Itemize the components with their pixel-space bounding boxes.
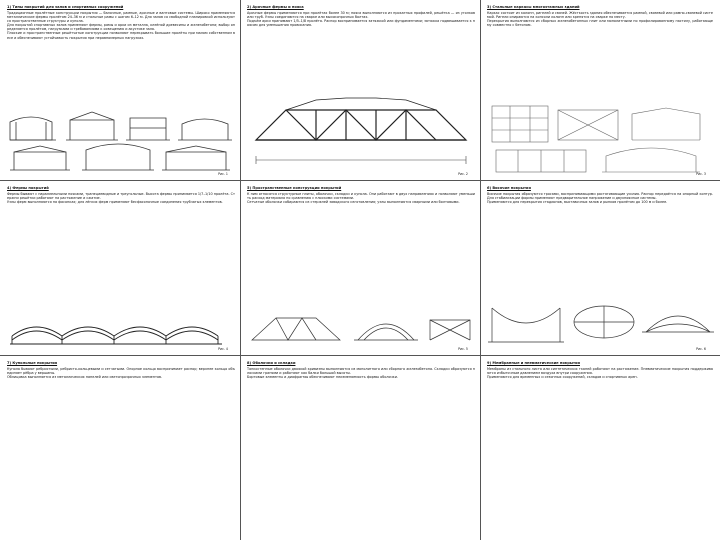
section-4 — [4, 183, 238, 291]
paragraph: Подъём арки принимают 1/5–1/8 пролёта. Распор воспринимается затяжкой или фундаментами; затяжка подвешивается к поясам для уменьшения провисания. — [247, 18, 475, 28]
figure-label: Рис. 4 — [218, 347, 228, 351]
paragraph: Арочные фермы применяются при пролётах более 30 м; пояса выполняются из прокатных профилей, решётка — из уголков или труб. Узлы соединяются на сварке или высокопрочных болтах. — [247, 10, 475, 19]
section-2 — [244, 2, 478, 62]
section-title: 1) Типы покрытий для залов и спортивных сооружений — [7, 5, 124, 9]
section-title: 6) Висячие покрытия — [487, 186, 531, 190]
section-title: 4) Фермы покрытий — [7, 186, 49, 190]
paragraph: Тонкостенные оболочки двоякой кривизны выполняются из монолитного или сборного железобетона. Складки образуются плоскими гранями и работают как балки большой высоты. — [247, 366, 475, 375]
section-title: 5) Пространственные конструкции покрытий — [247, 186, 342, 190]
paragraph: Фермы бывают с параллельными поясами, трапециевидные и треугольные. Высота фермы принимается 1/7–1/10 пролёта. Стержни решётки работают на растяжение и сжатие. — [7, 191, 235, 200]
section-3 — [484, 2, 716, 94]
section-5 — [244, 183, 478, 298]
column-divider — [480, 0, 481, 540]
figure-label: Рис. 5 — [458, 347, 468, 351]
paragraph: Висячие покрытия образуются тросами, воспринимающими растягивающие усилия. Распор передаётся на опорный контур. Для стабилизации формы применяют предварительное напряжение и двухпоясные системы. — [487, 191, 713, 200]
space-frames-drawing — [246, 300, 476, 352]
section-1 — [4, 2, 238, 106]
figure-suspended-roofs — [486, 288, 714, 352]
section-9 — [484, 358, 716, 538]
figure-label: Рис. 2 — [458, 172, 468, 176]
figure-building-sections — [6, 108, 234, 178]
section-text — [487, 192, 713, 204]
paragraph: Бортовые элементы и диафрагмы обеспечивают неизменяемость формы оболочки. — [247, 374, 398, 379]
section-8 — [244, 358, 478, 538]
figure-arched-roof — [6, 296, 234, 352]
paragraph: Узлы ферм выполняются на фасонках; для лёгких ферм применяют бесфасоночные соединения трубчатых элементов. — [7, 199, 223, 204]
paragraph: Облицовка выполняется из металлических панелей или светопрозрачных элементов. — [7, 374, 163, 379]
suspended-roofs-drawing — [486, 288, 714, 352]
paragraph: Сетчатые оболочки собираются из стержней заводского изготовления; узлы выполняются сварными или болтовыми. — [247, 199, 460, 204]
building-sections-drawing — [6, 108, 234, 178]
section-text — [7, 367, 235, 379]
section-7 — [4, 358, 238, 538]
figure-label: Рис. 1 — [218, 172, 228, 176]
row-divider — [0, 180, 720, 181]
figure-label: Рис. 3 — [696, 172, 706, 176]
section-text — [247, 367, 475, 379]
figure-label: Рис. 6 — [696, 347, 706, 351]
frame-sketches-drawing — [486, 100, 714, 178]
figure-frame-sketches — [486, 100, 714, 178]
section-title: 9) Мембранные и пневматические покрытия — [487, 361, 580, 365]
section-text — [487, 11, 713, 28]
section-text — [247, 11, 475, 28]
section-title: 7) Купольные покрытия — [7, 361, 58, 365]
paragraph: Купола бывают ребристыми, ребристо-кольцевыми и сетчатыми. Опорное кольцо воспринимает распор; верхнее кольцо объединяет рёбра у вершины. — [7, 366, 235, 375]
section-text — [247, 192, 475, 204]
paragraph: Плоские и пространственные решётчатые конструкции позволяют перекрывать большие пролёты при малом собственном весе и обеспечивают устойчивость покрытия при неравномерных нагрузках. — [7, 31, 235, 40]
truss-drawing — [246, 70, 476, 176]
paragraph: Мембраны из стального листа или синтетических тканей работают на растяжение. Пневматические покрытия поддерживаются избыточным давлением воздуха внутри сооружения. — [487, 366, 713, 375]
paragraph: Применяются для временных и сезонных сооружений, складов и спортивных арен. — [487, 374, 638, 379]
figure-space-frames — [246, 300, 476, 352]
section-title: 2) Арочные фермы и пояса — [247, 5, 304, 9]
paragraph: Традиционные пролётные конструкции покрытия — балочные, рамные, арочные и вантовые системы. Широко применяются металлические фермы пролётом 24–36 м и стальные рамы с шагом 6–12 м. Для залов со свободной планировкой используются пространственные структуры и купола. — [7, 10, 235, 23]
section-title: 8) Оболочки и складки — [247, 361, 296, 365]
section-text — [7, 192, 235, 204]
section-title: 3) Стальные каркасы многоэтажных зданий — [487, 5, 580, 9]
section-6 — [484, 183, 716, 283]
paragraph: Для покрытий спортивных залов применяют фермы, рамы и арки из металла, клеёной древесины и железобетона; выбор определяется пролётом, нагрузками и требованиями к освещению и акустике зала. — [7, 23, 235, 32]
figure-truss — [246, 70, 476, 176]
paragraph: К ним относятся структурные плиты, оболочки, складки и купола. Они работают в двух направлениях и позволяют уменьшить расход материала по сравнению с плоскими системами. — [247, 191, 475, 200]
paragraph: Каркас состоит из колонн, ригелей и связей. Жёсткость здания обеспечивается рамной, связевой или рамно-связевой системой. Ригели опираются на консоли колонн или крепятся на сварке по месту. — [487, 10, 713, 19]
column-divider — [240, 0, 241, 540]
section-text — [7, 11, 235, 40]
arched-roof-drawing — [6, 296, 234, 352]
paragraph: Перекрытия выполняются из сборных железобетонных плит или монолитными по профилированному настилу, работающему совместно с бетоном. — [487, 18, 713, 28]
section-text — [487, 367, 713, 379]
row-divider — [0, 355, 720, 356]
paragraph: Применяются для перекрытия стадионов, выставочных залов и рынков пролётом до 100 м и более. — [487, 199, 668, 204]
